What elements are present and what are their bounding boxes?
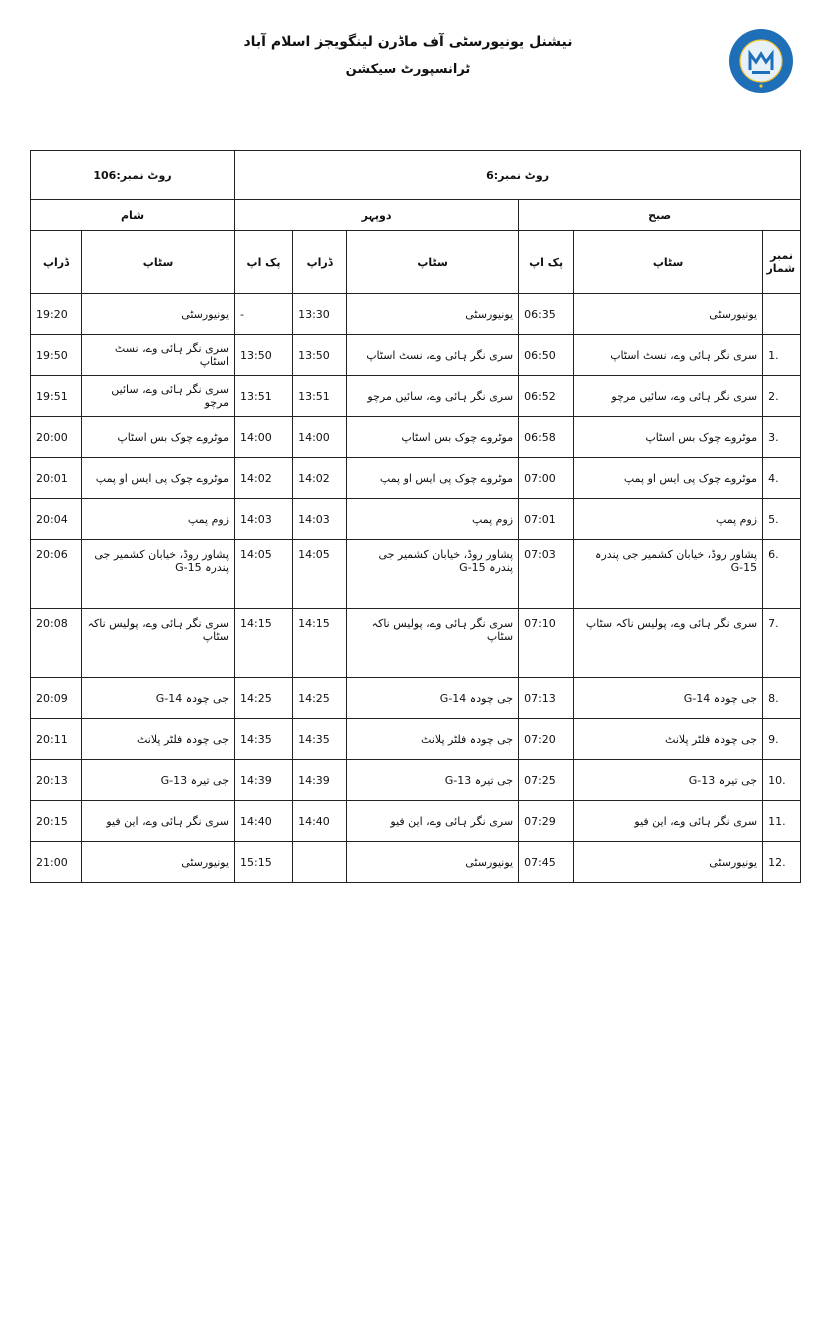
evening-drop: 21:00 bbox=[31, 842, 82, 883]
morning-pickup: 06:35 bbox=[519, 294, 574, 335]
morning-stop: جی تیرہ G-13 bbox=[574, 760, 763, 801]
noon-stop: یونیورسٹی bbox=[347, 842, 519, 883]
noon-pickup: 14:02 bbox=[235, 458, 293, 499]
noon-stop: سری نگر ہائی وے، این فیو bbox=[347, 801, 519, 842]
noon-drop: 14:15 bbox=[293, 609, 347, 678]
evening-drop: 20:08 bbox=[31, 609, 82, 678]
noon-pickup: 13:50 bbox=[235, 335, 293, 376]
morning-pickup: 07:01 bbox=[519, 499, 574, 540]
table-row bbox=[31, 678, 801, 719]
noon-stop: سری نگر ہائی وے، نسٹ اسٹاپ bbox=[347, 335, 519, 376]
col-noon-drop: ڈراپ bbox=[293, 231, 347, 294]
shift-noon: دوپہر bbox=[235, 200, 519, 231]
morning-stop: سری نگر ہائی وے، سائیں مرچو bbox=[574, 376, 763, 417]
table-row bbox=[31, 417, 801, 458]
noon-drop: 13:50 bbox=[293, 335, 347, 376]
evening-drop: 20:06 bbox=[31, 540, 82, 609]
morning-pickup: 06:58 bbox=[519, 417, 574, 458]
noon-stop: پشاور روڈ، خیابان کشمیر جی پندرہ G-15 bbox=[347, 540, 519, 609]
col-noon-pickup: پک اپ bbox=[235, 231, 293, 294]
noon-stop: جی چودہ فلٹر پلانٹ bbox=[347, 719, 519, 760]
morning-pickup: 07:10 bbox=[519, 609, 574, 678]
morning-stop: یونیورسٹی bbox=[574, 294, 763, 335]
evening-stop: موٹروے چوک بس اسٹاپ bbox=[82, 417, 235, 458]
noon-pickup: 14:00 bbox=[235, 417, 293, 458]
evening-stop: موٹروے چوک پی ایس او پمپ bbox=[82, 458, 235, 499]
evening-stop: جی چودہ G-14 bbox=[82, 678, 235, 719]
morning-stop: جی چودہ فلٹر پلانٹ bbox=[574, 719, 763, 760]
noon-stop: جی تیرہ G-13 bbox=[347, 760, 519, 801]
morning-stop: سری نگر ہائی وے، نسٹ اسٹاپ bbox=[574, 335, 763, 376]
evening-drop: 20:04 bbox=[31, 499, 82, 540]
row-serial: 10. bbox=[763, 760, 801, 801]
morning-stop: یونیورسٹی bbox=[574, 842, 763, 883]
noon-pickup: 14:15 bbox=[235, 609, 293, 678]
table-row bbox=[31, 376, 801, 417]
noon-pickup: 14:03 bbox=[235, 499, 293, 540]
row-serial: 2. bbox=[763, 376, 801, 417]
row-serial: 6. bbox=[763, 540, 801, 609]
noon-stop: موٹروے چوک پی ایس او پمپ bbox=[347, 458, 519, 499]
row-serial: 4. bbox=[763, 458, 801, 499]
table-row bbox=[31, 294, 801, 335]
table-row bbox=[31, 609, 801, 678]
row-serial: 3. bbox=[763, 417, 801, 458]
evening-drop: 19:51 bbox=[31, 376, 82, 417]
evening-stop: جی چودہ فلٹر پلانٹ bbox=[82, 719, 235, 760]
row-serial: 12. bbox=[763, 842, 801, 883]
morning-pickup: 07:25 bbox=[519, 760, 574, 801]
route-6-title: روٹ نمبر:6 bbox=[235, 151, 801, 200]
morning-pickup: 07:03 bbox=[519, 540, 574, 609]
noon-pickup: 14:40 bbox=[235, 801, 293, 842]
morning-stop: جی چودہ G-14 bbox=[574, 678, 763, 719]
row-serial: 11. bbox=[763, 801, 801, 842]
evening-drop: 20:01 bbox=[31, 458, 82, 499]
evening-stop: سری نگر ہائی وے، سائیں مرچو bbox=[82, 376, 235, 417]
morning-stop: موٹروے چوک پی ایس او پمپ bbox=[574, 458, 763, 499]
table-row bbox=[31, 842, 801, 883]
morning-pickup: 07:45 bbox=[519, 842, 574, 883]
noon-drop: 14:05 bbox=[293, 540, 347, 609]
row-serial: 7. bbox=[763, 609, 801, 678]
table-row bbox=[31, 719, 801, 760]
noon-pickup: 14:39 bbox=[235, 760, 293, 801]
morning-stop: زوم پمپ bbox=[574, 499, 763, 540]
evening-stop: پشاور روڈ، خیابان کشمیر جی پندرہ G-15 bbox=[82, 540, 235, 609]
noon-stop: یونیورسٹی bbox=[347, 294, 519, 335]
noon-drop: 14:03 bbox=[293, 499, 347, 540]
noon-pickup: 14:25 bbox=[235, 678, 293, 719]
noon-drop: 13:51 bbox=[293, 376, 347, 417]
evening-stop: سری نگر ہائی وے، این فیو bbox=[82, 801, 235, 842]
col-evening-stop: سٹاپ bbox=[82, 231, 235, 294]
page-title: نیشنل یونیورسٹی آف ماڈرن لینگویجز اسلام آباد bbox=[243, 34, 573, 50]
noon-stop: جی چودہ G-14 bbox=[347, 678, 519, 719]
morning-stop: سری نگر ہائی وے، پولیس ناکہ سٹاپ bbox=[574, 609, 763, 678]
university-logo bbox=[728, 28, 794, 94]
evening-stop: زوم پمپ bbox=[82, 499, 235, 540]
evening-stop: سری نگر ہائی وے، نسٹ اسٹاپ bbox=[82, 335, 235, 376]
table-row bbox=[31, 499, 801, 540]
row-serial bbox=[763, 294, 801, 335]
row-serial: 1. bbox=[763, 335, 801, 376]
table-row bbox=[31, 458, 801, 499]
evening-stop: سری نگر ہائی وے، پولیس ناکہ سٹاپ bbox=[82, 609, 235, 678]
morning-pickup: 07:13 bbox=[519, 678, 574, 719]
noon-pickup: 15:15 bbox=[235, 842, 293, 883]
route-106-title: روٹ نمبر:106 bbox=[31, 151, 235, 200]
col-morning-stop: سٹاپ bbox=[574, 231, 763, 294]
noon-pickup: - bbox=[235, 294, 293, 335]
evening-stop: یونیورسٹی bbox=[82, 294, 235, 335]
shift-morning: صبح bbox=[519, 200, 801, 231]
noon-drop: 14:35 bbox=[293, 719, 347, 760]
morning-pickup: 07:20 bbox=[519, 719, 574, 760]
noon-drop: 14:00 bbox=[293, 417, 347, 458]
evening-drop: 20:09 bbox=[31, 678, 82, 719]
row-serial: 9. bbox=[763, 719, 801, 760]
row-serial: 5. bbox=[763, 499, 801, 540]
morning-pickup: 07:29 bbox=[519, 801, 574, 842]
evening-stop: یونیورسٹی bbox=[82, 842, 235, 883]
noon-drop: 13:30 bbox=[293, 294, 347, 335]
noon-drop bbox=[293, 842, 347, 883]
morning-pickup: 06:52 bbox=[519, 376, 574, 417]
noon-drop: 14:25 bbox=[293, 678, 347, 719]
col-noon-stop: سٹاپ bbox=[347, 231, 519, 294]
evening-drop: 20:13 bbox=[31, 760, 82, 801]
column-header-row bbox=[31, 231, 801, 294]
evening-drop: 19:50 bbox=[31, 335, 82, 376]
morning-stop: پشاور روڈ، خیابان کشمیر جی پندرہ G-15 bbox=[574, 540, 763, 609]
route-timetable bbox=[30, 150, 801, 883]
table-row bbox=[31, 760, 801, 801]
table-row bbox=[31, 801, 801, 842]
col-evening-drop: ڈراپ bbox=[31, 231, 82, 294]
evening-drop: 20:00 bbox=[31, 417, 82, 458]
evening-drop: 20:15 bbox=[31, 801, 82, 842]
morning-pickup: 07:00 bbox=[519, 458, 574, 499]
table-row bbox=[31, 335, 801, 376]
row-serial: 8. bbox=[763, 678, 801, 719]
noon-drop: 14:40 bbox=[293, 801, 347, 842]
page-subtitle: ٹرانسپورٹ سیکشن bbox=[345, 62, 471, 77]
table-row bbox=[31, 540, 801, 609]
evening-stop: جی تیرہ G-13 bbox=[82, 760, 235, 801]
noon-stop: سری نگر ہائی وے، سائیں مرچو bbox=[347, 376, 519, 417]
col-serial: نمبر شمار bbox=[763, 231, 801, 294]
evening-drop: 20:11 bbox=[31, 719, 82, 760]
noon-stop: زوم پمپ bbox=[347, 499, 519, 540]
noon-stop: سری نگر ہائی وے، پولیس ناکہ سٹاپ bbox=[347, 609, 519, 678]
noon-pickup: 13:51 bbox=[235, 376, 293, 417]
noon-stop: موٹروے چوک بس اسٹاپ bbox=[347, 417, 519, 458]
noon-pickup: 14:05 bbox=[235, 540, 293, 609]
shift-evening: شام bbox=[31, 200, 235, 231]
morning-pickup: 06:50 bbox=[519, 335, 574, 376]
col-morning-pickup: پک اپ bbox=[519, 231, 574, 294]
noon-drop: 14:02 bbox=[293, 458, 347, 499]
noon-drop: 14:39 bbox=[293, 760, 347, 801]
noon-pickup: 14:35 bbox=[235, 719, 293, 760]
morning-stop: سری نگر ہائی وے، این فیو bbox=[574, 801, 763, 842]
morning-stop: موٹروے چوک بس اسٹاپ bbox=[574, 417, 763, 458]
evening-drop: 19:20 bbox=[31, 294, 82, 335]
